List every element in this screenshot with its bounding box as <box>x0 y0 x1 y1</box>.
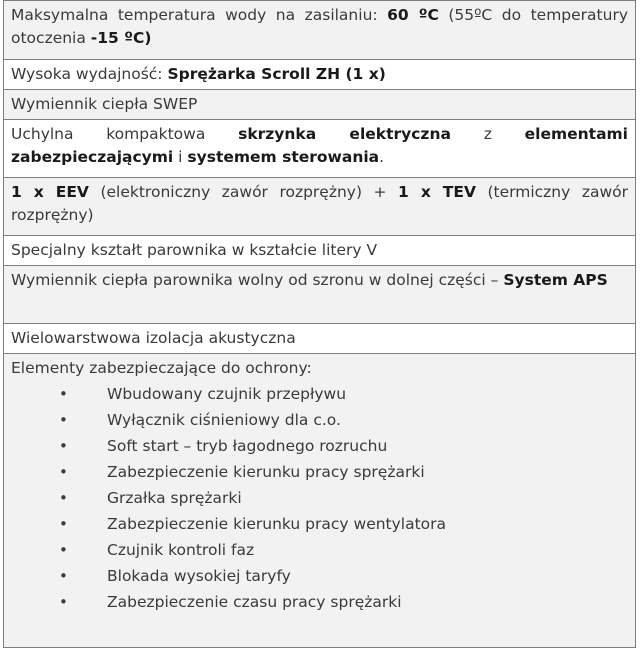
feature-table <box>3 0 636 648</box>
list-item-label: Zabezpieczenie kierunku pracy sprężarki <box>107 463 425 481</box>
row-max-temp <box>3 0 636 60</box>
text-part: Wysoka wydajność: <box>11 65 168 83</box>
text-part: (termiczny zawór rozprężny) <box>11 183 628 224</box>
list-item-label: Zabezpieczenie czasu pracy sprężarki <box>107 593 402 611</box>
bullet-icon: • <box>59 541 68 559</box>
row-electrical-box <box>3 120 636 178</box>
text-part-bold: skrzynka elektryczna <box>238 125 451 143</box>
list-item <box>11 407 628 433</box>
list-item <box>11 381 628 407</box>
list-item-label: Soft start – tryb łagodnego rozruchu <box>107 437 388 455</box>
list-item <box>11 589 628 615</box>
list-item-label: Zabezpieczenie kierunku pracy wentylatora <box>107 515 447 533</box>
row-aps-system <box>3 266 636 324</box>
list-item-label: Wyłącznik ciśnieniowy dla c.o. <box>107 411 341 429</box>
list-item-label: Blokada wysokiej taryfy <box>107 567 291 585</box>
text-part-bold: elementami zabezpieczającymi <box>11 125 628 166</box>
list-item-label: Grzałka sprężarki <box>107 489 242 507</box>
protection-heading: Elementy zabezpieczające do ochrony: <box>11 359 312 377</box>
text-part: Specjalny kształt parownika w kształcie litery V <box>11 241 378 259</box>
text-part: Wymiennik ciepła SWEP <box>11 95 198 113</box>
list-item <box>11 433 628 459</box>
bullet-icon: • <box>59 411 68 429</box>
bullet-icon: • <box>59 489 68 507</box>
list-item-label: Czujnik kontroli faz <box>107 541 255 559</box>
bullet-icon: • <box>59 515 68 533</box>
text-part: (55ºC do temperatury otoczenia <box>11 6 629 47</box>
list-item <box>11 485 628 511</box>
text-part-bold: 1 x TEV <box>398 183 476 201</box>
text-part-bold: Sprężarka Scroll ZH (1 x) <box>167 65 386 83</box>
text-part: Maksymalna temperatura wody na zasilaniu: <box>11 6 388 24</box>
list-item <box>11 563 628 589</box>
row-acoustic-insulation <box>3 324 636 354</box>
text-part: z <box>450 125 525 143</box>
text-part-bold: 1 x EEV <box>11 183 89 201</box>
text-part: (elektroniczny zawór rozprężny) + <box>88 183 399 201</box>
row-evaporator-shape <box>3 236 636 266</box>
text-part: Uchylna kompaktowa <box>11 125 239 143</box>
text-part-bold: systemem sterowania <box>187 148 380 166</box>
row-heat-exchanger <box>3 90 636 120</box>
bullet-icon: • <box>59 593 68 611</box>
text-part-bold: 60 ºC <box>387 6 439 24</box>
bullet-icon: • <box>59 437 68 455</box>
row-protection <box>3 354 636 648</box>
list-item <box>11 511 628 537</box>
text-part-bold: -15 ºC) <box>90 29 152 47</box>
text-part: Wymiennik ciepła parownika wolny od szronu w dolnej części – <box>11 271 504 289</box>
list-item <box>11 537 628 563</box>
bullet-icon: • <box>59 567 68 585</box>
bullet-icon: • <box>59 385 68 403</box>
text-part-bold: System APS <box>503 271 608 289</box>
bullet-icon: • <box>59 463 68 481</box>
protection-list <box>11 381 628 615</box>
list-item <box>11 459 628 485</box>
row-compressor <box>3 60 636 90</box>
list-item-label: Wbudowany czujnik przepływu <box>107 385 347 403</box>
text-part: i <box>173 148 188 166</box>
text-part: Wielowarstwowa izolacja akustyczna <box>11 329 296 347</box>
text-part: . <box>379 148 385 166</box>
row-expansion-valves <box>3 178 636 236</box>
